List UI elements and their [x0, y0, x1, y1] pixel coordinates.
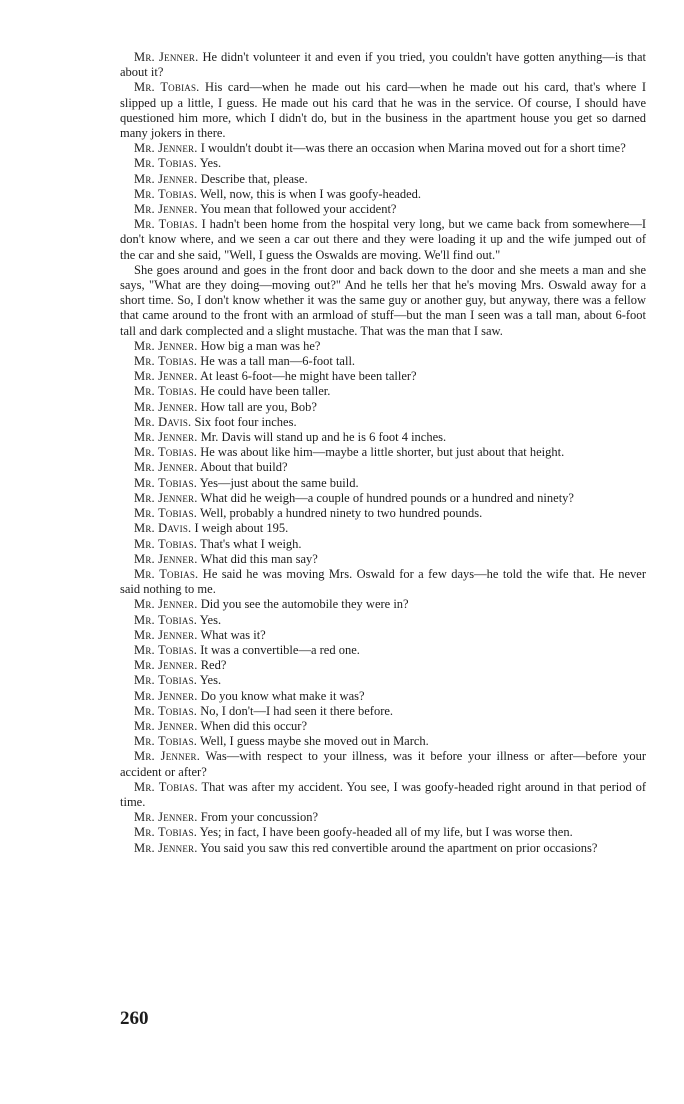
paragraph-text: His card—when he made out his card—when he made out his card, that's where I slipped up a little, I guess. He made out his card that he was in the service. Of course, I should have questioned him more, which I didn't do, but in the business in the apartment house you get so darned many jokers in there.: [120, 80, 646, 141]
paragraph-text: He was about like him—maybe a little shorter, but just about that height.: [197, 445, 565, 460]
speaker-name: Mr. Tobias.: [134, 384, 198, 399]
testimony-paragraph: [120, 780, 646, 810]
speaker-name: Mr. Jenner.: [134, 840, 198, 855]
paragraph-text: Yes.: [197, 612, 222, 627]
paragraph-text: Red?: [197, 658, 227, 673]
paragraph-text: Yes—just about the same build.: [197, 475, 359, 490]
testimony-paragraph: [120, 156, 646, 171]
testimony-paragraph: [120, 339, 646, 354]
speaker-name: Mr. Tobias.: [134, 825, 198, 840]
paragraph-text: Describe that, please.: [197, 171, 308, 186]
speaker-name: Mr. Jenner.: [134, 718, 198, 733]
speaker-name: Mr. Tobias.: [134, 779, 198, 794]
paragraph-text: You mean that followed your accident?: [197, 202, 397, 217]
speaker-name: Mr. Jenner.: [134, 658, 198, 673]
testimony-paragraph: [120, 613, 646, 628]
testimony-paragraph: [120, 597, 646, 612]
speaker-name: Mr. Tobias.: [134, 475, 198, 490]
testimony-paragraph: [120, 552, 646, 567]
testimony-paragraph: [120, 567, 646, 597]
speaker-name: Mr. Jenner.: [134, 810, 198, 825]
paragraph-text: What was it?: [197, 627, 266, 642]
paragraph-text: Six foot four inches.: [191, 414, 297, 429]
paragraph-text: That was after my accident. You see, I was goofy-headed right around in that period of time.: [120, 779, 646, 809]
testimony-paragraph: [120, 658, 646, 673]
testimony-paragraph: [120, 141, 646, 156]
paragraph-text: Yes.: [197, 673, 222, 688]
paragraph-text: At least 6-foot—he might have been taller?: [197, 369, 417, 384]
paragraph-text: Yes; in fact, I have been goofy-headed all of my life, but I was worse then.: [197, 825, 573, 840]
testimony-paragraph: [120, 734, 646, 749]
testimony-paragraph: [120, 430, 646, 445]
paragraph-text: It was a convertible—a red one.: [197, 642, 360, 657]
speaker-name: Mr. Davis.: [134, 414, 192, 429]
speaker-name: Mr. Tobias.: [134, 186, 198, 201]
paragraph-text: How big a man was he?: [197, 338, 321, 353]
paragraph-text: I wouldn't doubt it—was there an occasion when Marina moved out for a short time?: [197, 141, 626, 156]
testimony-paragraph: [120, 187, 646, 202]
speaker-name: Mr. Jenner.: [134, 597, 198, 612]
speaker-name: Mr. Tobias.: [134, 445, 198, 460]
paragraph-text: Did you see the automobile they were in?: [197, 597, 409, 612]
testimony-paragraph: [120, 521, 646, 536]
paragraph-text: From your concussion?: [197, 810, 319, 825]
paragraph-text: He said he was moving Mrs. Oswald for a few days—he told the wife that. He never said nothing to me.: [120, 566, 646, 597]
testimony-paragraph: [120, 506, 646, 521]
speaker-name: Mr. Jenner.: [134, 749, 201, 764]
testimony-paragraph: [120, 476, 646, 491]
paragraph-text: He was a tall man—6-foot tall.: [197, 354, 356, 369]
speaker-name: Mr. Tobias.: [134, 703, 198, 718]
speaker-name: Mr. Tobias.: [134, 156, 198, 171]
speaker-name: Mr. Jenner.: [134, 50, 199, 64]
speaker-name: Mr. Tobias.: [134, 354, 198, 369]
paragraph-text: Was—with respect to your illness, was it before your illness or after—before your accident or after?: [120, 749, 646, 779]
testimony-paragraph: [120, 689, 646, 704]
speaker-name: Mr. Tobias.: [134, 506, 198, 521]
paragraph-text: How tall are you, Bob?: [197, 399, 317, 414]
paragraph-text: Well, probably a hundred ninety to two hundred pounds.: [197, 506, 483, 521]
speaker-name: Mr. Tobias.: [134, 536, 198, 551]
testimony-paragraph: [120, 172, 646, 187]
speaker-name: Mr. Jenner.: [134, 171, 198, 186]
testimony-paragraph: [120, 415, 646, 430]
testimony-paragraph: [120, 704, 646, 719]
paragraph-text: I hadn't been home from the hospital very long, but we came back from somewhere—I don't know where, and we seen a car out there and they were loading it up and the wife jumped out of the car and she said, "Well, I guess the Oswalds are moving. We'll find out.": [120, 217, 647, 262]
speaker-name: Mr. Tobias.: [134, 642, 198, 657]
speaker-name: Mr. Jenner.: [134, 490, 198, 505]
testimony-paragraph: [120, 445, 646, 460]
paragraph-text: She goes around and goes in the front door and back down to the door and she meets a man and she says, "What are they doing—moving out?" And he tells her that he's moving Mrs. Oswald away for a short time. So, I don't know whether it was the same guy or another guy, but anyway, there was a fellow that came around to the front with an armload of stuff—but the man I seen was a tall man, about 6-foot tall and dark complected and a slight mustache. That was the man that I saw.: [120, 262, 646, 338]
testimony-paragraph: [120, 643, 646, 658]
speaker-name: Mr. Jenner.: [134, 430, 198, 445]
speaker-name: Mr. Jenner.: [134, 551, 198, 566]
testimony-text: [120, 50, 646, 856]
testimony-paragraph: [120, 749, 646, 779]
paragraph-text: You said you saw this red convertible around the apartment on prior occasions?: [197, 840, 598, 855]
speaker-name: Mr. Jenner.: [134, 202, 198, 217]
speaker-name: Mr. Jenner.: [134, 460, 198, 475]
testimony-paragraph: [120, 491, 646, 506]
paragraph-text: What did this man say?: [197, 551, 318, 566]
testimony-paragraph: [120, 460, 646, 475]
testimony-paragraph: [120, 400, 646, 415]
paragraph-text: That's what I weigh.: [197, 536, 302, 551]
testimony-paragraph: [120, 719, 646, 734]
testimony-paragraph: [120, 841, 646, 856]
paragraph-text: Do you know what make it was?: [197, 688, 365, 703]
testimony-paragraph: [120, 825, 646, 840]
paragraph-text: When did this occur?: [197, 718, 308, 733]
paragraph-text: He didn't volunteer it and even if you tried, you couldn't have gotten anything—is that about it?: [120, 50, 646, 80]
paragraph-text: Well, I guess maybe she moved out in March.: [197, 734, 429, 749]
testimony-paragraph: [120, 384, 646, 399]
speaker-name: Mr. Jenner.: [134, 369, 198, 384]
testimony-paragraph: [120, 369, 646, 384]
paragraph-text: Well, now, this is when I was goofy-headed.: [197, 186, 422, 201]
paragraph-text: What did he weigh—a couple of hundred pounds or a hundred and ninety?: [197, 490, 574, 505]
paragraph-text: No, I don't—I had seen it there before.: [197, 703, 394, 718]
speaker-name: Mr. Tobias.: [134, 734, 198, 749]
paragraph-text: He could have been taller.: [197, 384, 331, 399]
paragraph-text: About that build?: [197, 460, 288, 475]
testimony-paragraph: [120, 628, 646, 643]
testimony-paragraph: [120, 217, 646, 263]
testimony-paragraph: [120, 537, 646, 552]
testimony-paragraph: [120, 673, 646, 688]
speaker-name: Mr. Tobias.: [134, 673, 198, 688]
testimony-paragraph: [120, 810, 646, 825]
speaker-name: Mr. Tobias.: [134, 566, 199, 581]
speaker-name: Mr. Tobias.: [134, 80, 200, 95]
testimony-paragraph: [120, 50, 646, 80]
paragraph-text: Mr. Davis will stand up and he is 6 foot 4 inches.: [197, 430, 447, 445]
speaker-name: Mr. Davis.: [134, 521, 192, 536]
paragraph-text: Yes.: [197, 156, 222, 171]
page-number: 260: [120, 1008, 149, 1029]
paragraph-text: I weigh about 195.: [191, 521, 289, 536]
speaker-name: Mr. Tobias.: [134, 612, 198, 627]
speaker-name: Mr. Jenner.: [134, 688, 198, 703]
speaker-name: Mr. Jenner.: [134, 399, 198, 414]
speaker-name: Mr. Jenner.: [134, 338, 198, 353]
testimony-paragraph: [120, 354, 646, 369]
testimony-paragraph: [120, 263, 646, 339]
testimony-paragraph: [120, 202, 646, 217]
speaker-name: Mr. Jenner.: [134, 141, 198, 156]
speaker-name: Mr. Jenner.: [134, 627, 198, 642]
speaker-name: Mr. Tobias.: [134, 217, 198, 232]
testimony-paragraph: [120, 80, 646, 141]
